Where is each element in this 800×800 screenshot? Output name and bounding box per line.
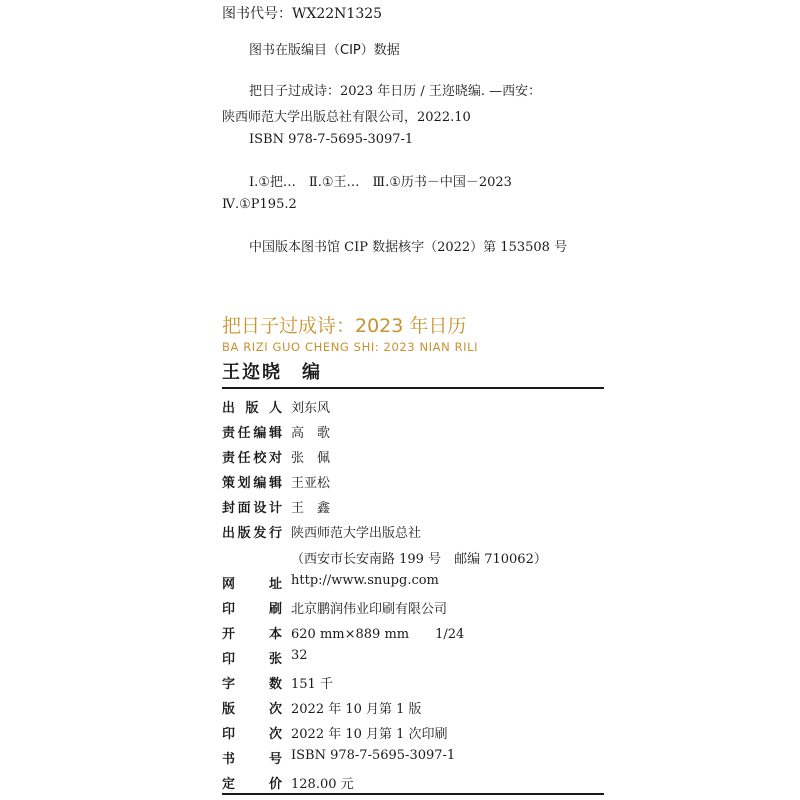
colophon-value: 2022 年 10 月第 1 次印刷	[291, 727, 448, 742]
book-code: 图书代号：WX22N1325	[222, 6, 383, 22]
colophon-label: 封 面 设 计	[222, 501, 282, 516]
colophon-value: 151 千	[291, 677, 333, 692]
book-title-pinyin: BA RIZI GUO CHENG SHI: 2023 NIAN RILI	[222, 340, 479, 354]
colophon-label: 书 号	[222, 752, 282, 767]
cip-line-5: Ⅳ.①P195.2	[222, 197, 297, 212]
colophon-label: 责 任 编 辑	[222, 426, 282, 441]
colophon-value: 陕西师范大学出版总社	[291, 526, 422, 541]
cip-line-4: Ⅰ.①把… Ⅱ.①王… Ⅲ.①历书－中国－2023	[249, 175, 512, 190]
author: 王迩晓 编	[222, 362, 322, 383]
cip-line-2: 陕西师范大学出版总社有限公司，2022.10	[222, 110, 471, 125]
colophon-label: 印 张	[222, 652, 282, 667]
colophon-label: 字 数	[222, 677, 282, 692]
colophon-label: 策 划 编 辑	[222, 476, 282, 491]
colophon-value: 128.00 元	[291, 777, 354, 792]
top-divider	[222, 387, 604, 389]
colophon-label: 定 价	[222, 777, 282, 792]
colophon-value: 北京鹏润伟业印刷有限公司	[291, 602, 448, 617]
colophon-label: 版 次	[222, 702, 282, 717]
colophon-label: 印 刷	[222, 602, 282, 617]
colophon-label: 责 任 校 对	[222, 451, 282, 466]
cip-line-3: ISBN 978-7-5695-3097-1	[249, 132, 414, 147]
colophon-label: 出 版 人	[222, 401, 282, 416]
cip-line-6: 中国版本图书馆 CIP 数据核字（2022）第 153508 号	[249, 240, 568, 255]
colophon-label: 网 址	[222, 577, 282, 592]
colophon-label: 开 本	[222, 627, 282, 642]
colophon-value: 王亚松	[291, 476, 331, 491]
colophon-value: 高 歌	[291, 426, 331, 441]
cip-heading: 图书在版编目（CIP）数据	[249, 43, 400, 58]
cip-line-1: 把日子过成诗：2023 年日历 / 王迩晓编. —西安：	[249, 84, 542, 99]
book-title: 把日子过成诗：2023 年日历	[222, 315, 467, 337]
colophon-value: 王 鑫	[291, 501, 331, 516]
colophon-value: 32	[291, 648, 308, 663]
colophon-value: 620 mm×889 mm 1/24	[291, 627, 465, 642]
colophon-value: 刘东风	[291, 401, 331, 416]
colophon-value: 张 佩	[291, 451, 331, 466]
publisher-address: （西安市长安南路 199 号 邮编 710062）	[291, 552, 547, 567]
colophon-value: ISBN 978-7-5695-3097-1	[291, 748, 456, 763]
colophon-value: 2022 年 10 月第 1 版	[291, 702, 422, 717]
colophon-label: 出 版 发 行	[222, 526, 282, 541]
colophon-label: 印 次	[222, 727, 282, 742]
colophon-value: http://www.snupg.com	[291, 573, 439, 588]
bottom-divider	[222, 793, 604, 795]
